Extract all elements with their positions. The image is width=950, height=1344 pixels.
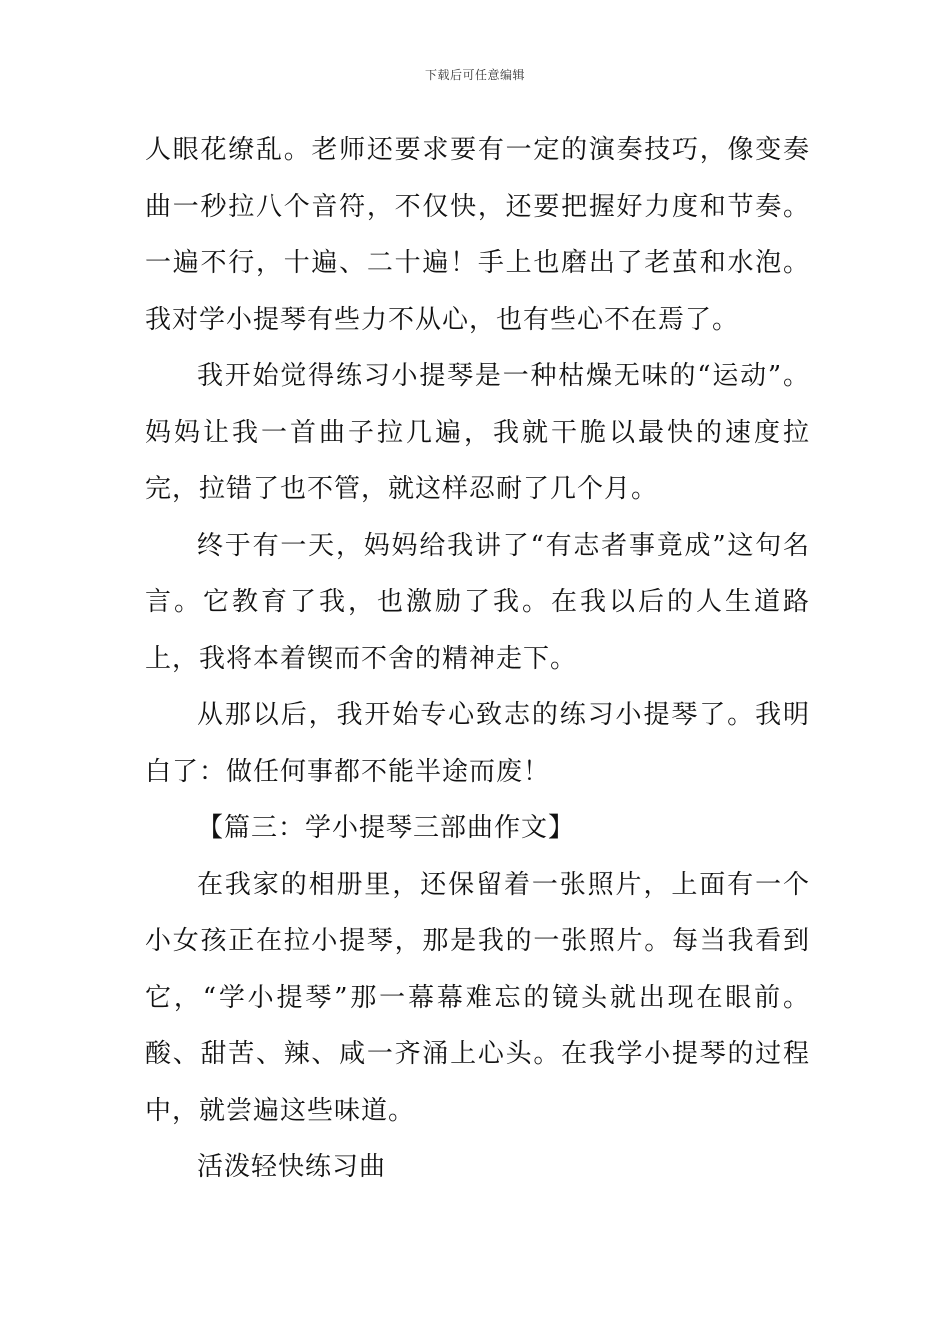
paragraph: 人眼花缭乱。老师还要求要有一定的演奏技巧，像变奏曲一秒拉八个音符，不仅快，还要把握好力度和节奏。一遍不行，十遍、二十遍！手上也磨出了老茧和水泡。我对学小提琴有些力不从心，也有些心不在焉了。 <box>145 135 810 335</box>
paragraph: 终于有一天，妈妈给我讲了“有志者事竟成”这句名言。它教育了我，也激励了我。在我以后的人生道路上，我将本着锲而不舍的精神走下。 <box>145 530 810 674</box>
section-heading: 【篇三：学小提琴三部曲作文】 <box>197 813 576 843</box>
page-header: 下载后可任意编辑 <box>424 68 525 82</box>
paragraph: 我开始觉得练习小提琴是一种枯燥无味的“运动”。妈妈让我一首曲子拉几遍，我就干脆以最快的速度拉完，拉错了也不管，就这样忍耐了几个月。 <box>145 361 810 504</box>
paragraph: 从那以后，我开始专心致志的练习小提琴了。我明白了：做任何事都不能半途而废！ <box>145 700 810 787</box>
document-body <box>145 122 810 1196</box>
paragraph: 在我家的相册里，还保留着一张照片，上面有一个小女孩正在拉小提琴，那是我的一张照片。每当我看到它，“学小提琴”那一幕幕难忘的镜头就出现在眼前。酸、甜苦、辣、咸一齐涌上心头。在我学小提琴的过程中，就尝遍这些味道。 <box>145 869 810 1126</box>
subheading: 活泼轻快练习曲 <box>197 1152 387 1182</box>
